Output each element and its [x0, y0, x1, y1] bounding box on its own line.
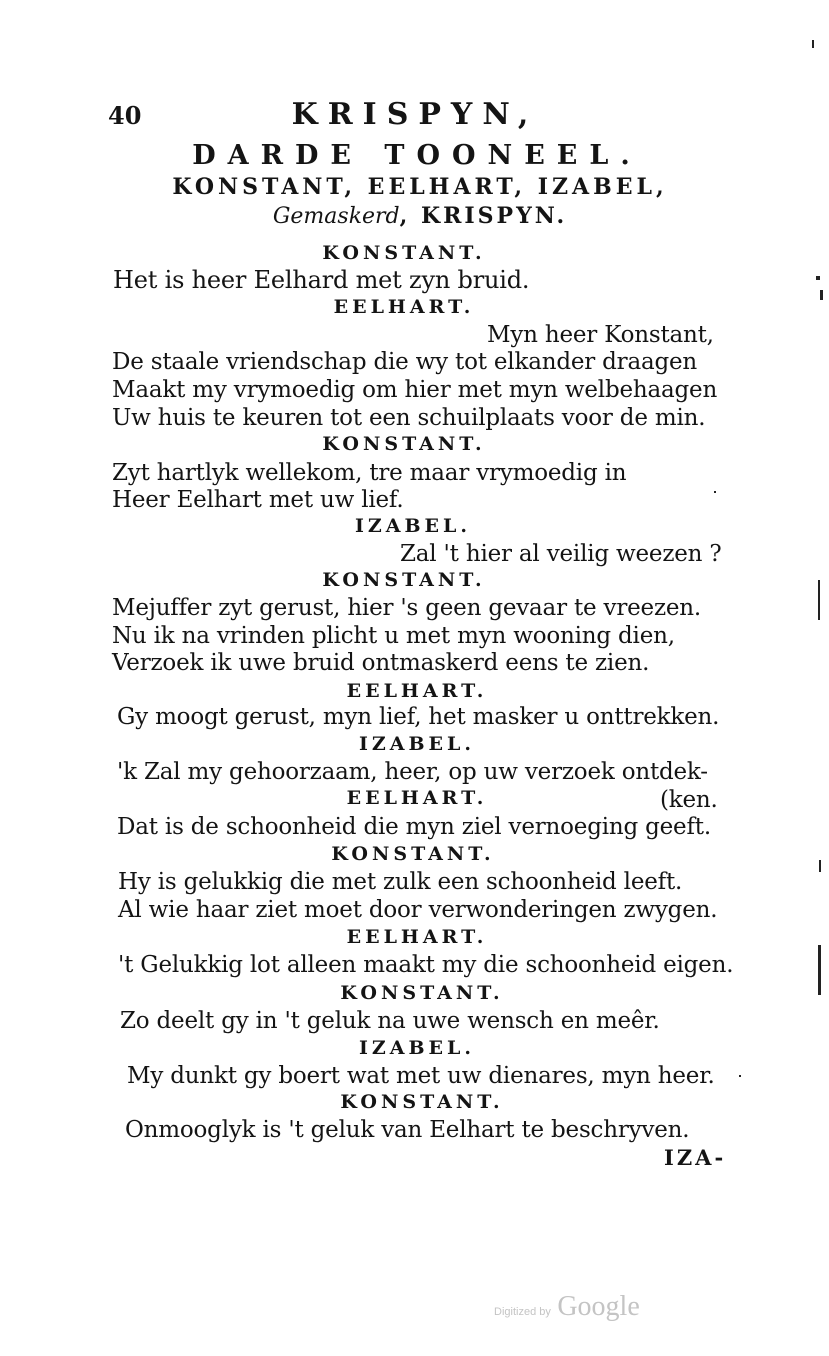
- running-title: KRISPYN,: [291, 97, 539, 132]
- speaker-heading: KONSTANT.: [340, 982, 504, 1004]
- verse-line: Heer Eelhart met uw lief.: [112, 487, 404, 513]
- speaker-heading: EELHART.: [346, 926, 488, 948]
- turnover-text: (ken.: [660, 787, 718, 813]
- speaker-heading: EELHART.: [346, 787, 488, 809]
- verse-line: Zo deelt gy in 't geluk na uwe wensch en meêr.: [120, 1008, 660, 1034]
- verse-line: Onmooglyk is 't geluk van Eelhart te beschryven.: [125, 1117, 690, 1143]
- speaker-heading: EELHART.: [333, 296, 475, 318]
- speaker-heading: KONSTANT.: [322, 242, 486, 264]
- speaker-heading: KONSTANT.: [322, 569, 486, 591]
- scan-speck: [714, 491, 716, 493]
- verse-line: Gy moogt gerust, myn lief, het masker u onttrekken.: [117, 704, 720, 730]
- verse-line: 't Gelukkig lot alleen maakt my die schoonheid eigen.: [118, 952, 734, 978]
- speaker-heading: EELHART.: [346, 680, 488, 702]
- verse-line: Uw huis te keuren tot een schuilplaats voor de min.: [112, 405, 706, 431]
- verse-line: Hy is gelukkig die met zulk een schoonheid leeft.: [118, 869, 683, 895]
- cast-list-continued: [0, 205, 829, 228]
- speaker-heading: IZABEL.: [354, 515, 471, 537]
- verse-line: 'k Zal my gehoorzaam, heer, op uw verzoek ontdek-: [117, 759, 708, 785]
- speaker-heading: KONSTANT.: [340, 1091, 504, 1113]
- google-logo: Google: [557, 1291, 640, 1322]
- digitized-watermark: [494, 1293, 640, 1321]
- watermark-prefix: Digitized by: [494, 1306, 551, 1318]
- page-number: 40: [108, 101, 142, 130]
- speaker-heading: IZABEL.: [358, 1037, 475, 1059]
- verse-line: Zal 't hier al veilig weezen ?: [400, 541, 722, 567]
- scan-speck: [739, 1075, 741, 1077]
- speaker-heading: IZABEL.: [358, 733, 475, 755]
- verse-line: Maakt my vrymoedig om hier met myn welbehaagen: [112, 377, 718, 403]
- scan-speck: [819, 860, 821, 872]
- scan-speck: [812, 40, 814, 48]
- scan-speck: [820, 290, 823, 300]
- verse-line: Mejuffer zyt gerust, hier 's geen gevaar te vreezen.: [112, 595, 702, 621]
- scan-speck: [818, 945, 821, 995]
- scan-speck: [816, 276, 820, 280]
- cast-italic: Gemaskerd: [272, 204, 400, 229]
- verse-line: Verzoek ik uwe bruid ontmaskerd eens te zien.: [112, 650, 650, 676]
- speaker-heading: KONSTANT.: [331, 843, 495, 865]
- verse-line: Het is heer Eelhard met zyn bruid.: [113, 266, 530, 294]
- cast-list: KONSTANT, EELHART, IZABEL,: [172, 174, 668, 200]
- verse-line: Myn heer Konstant,: [487, 322, 714, 348]
- catchword: IZA-: [664, 1145, 727, 1170]
- verse-line: Zyt hartlyk wellekom, tre maar vrymoedig in: [112, 460, 627, 486]
- verse-line: My dunkt gy boert wat met uw dienares, myn heer.: [127, 1063, 715, 1089]
- scene-title: DARDE TOONEEL.: [192, 140, 642, 171]
- verse-line: Al wie haar ziet moet door verwonderingen zwygen.: [118, 897, 718, 923]
- speaker-heading: KONSTANT.: [322, 433, 486, 455]
- cast-rest: , KRISPYN.: [399, 203, 568, 229]
- verse-line: Dat is de schoonheid die myn ziel vernoeging geeft.: [117, 814, 711, 840]
- verse-line: Nu ik na vrinden plicht u met myn wooning dien,: [112, 623, 675, 649]
- scan-speck: [818, 580, 820, 620]
- verse-line: De staale vriendschap die wy tot elkander draagen: [112, 349, 698, 375]
